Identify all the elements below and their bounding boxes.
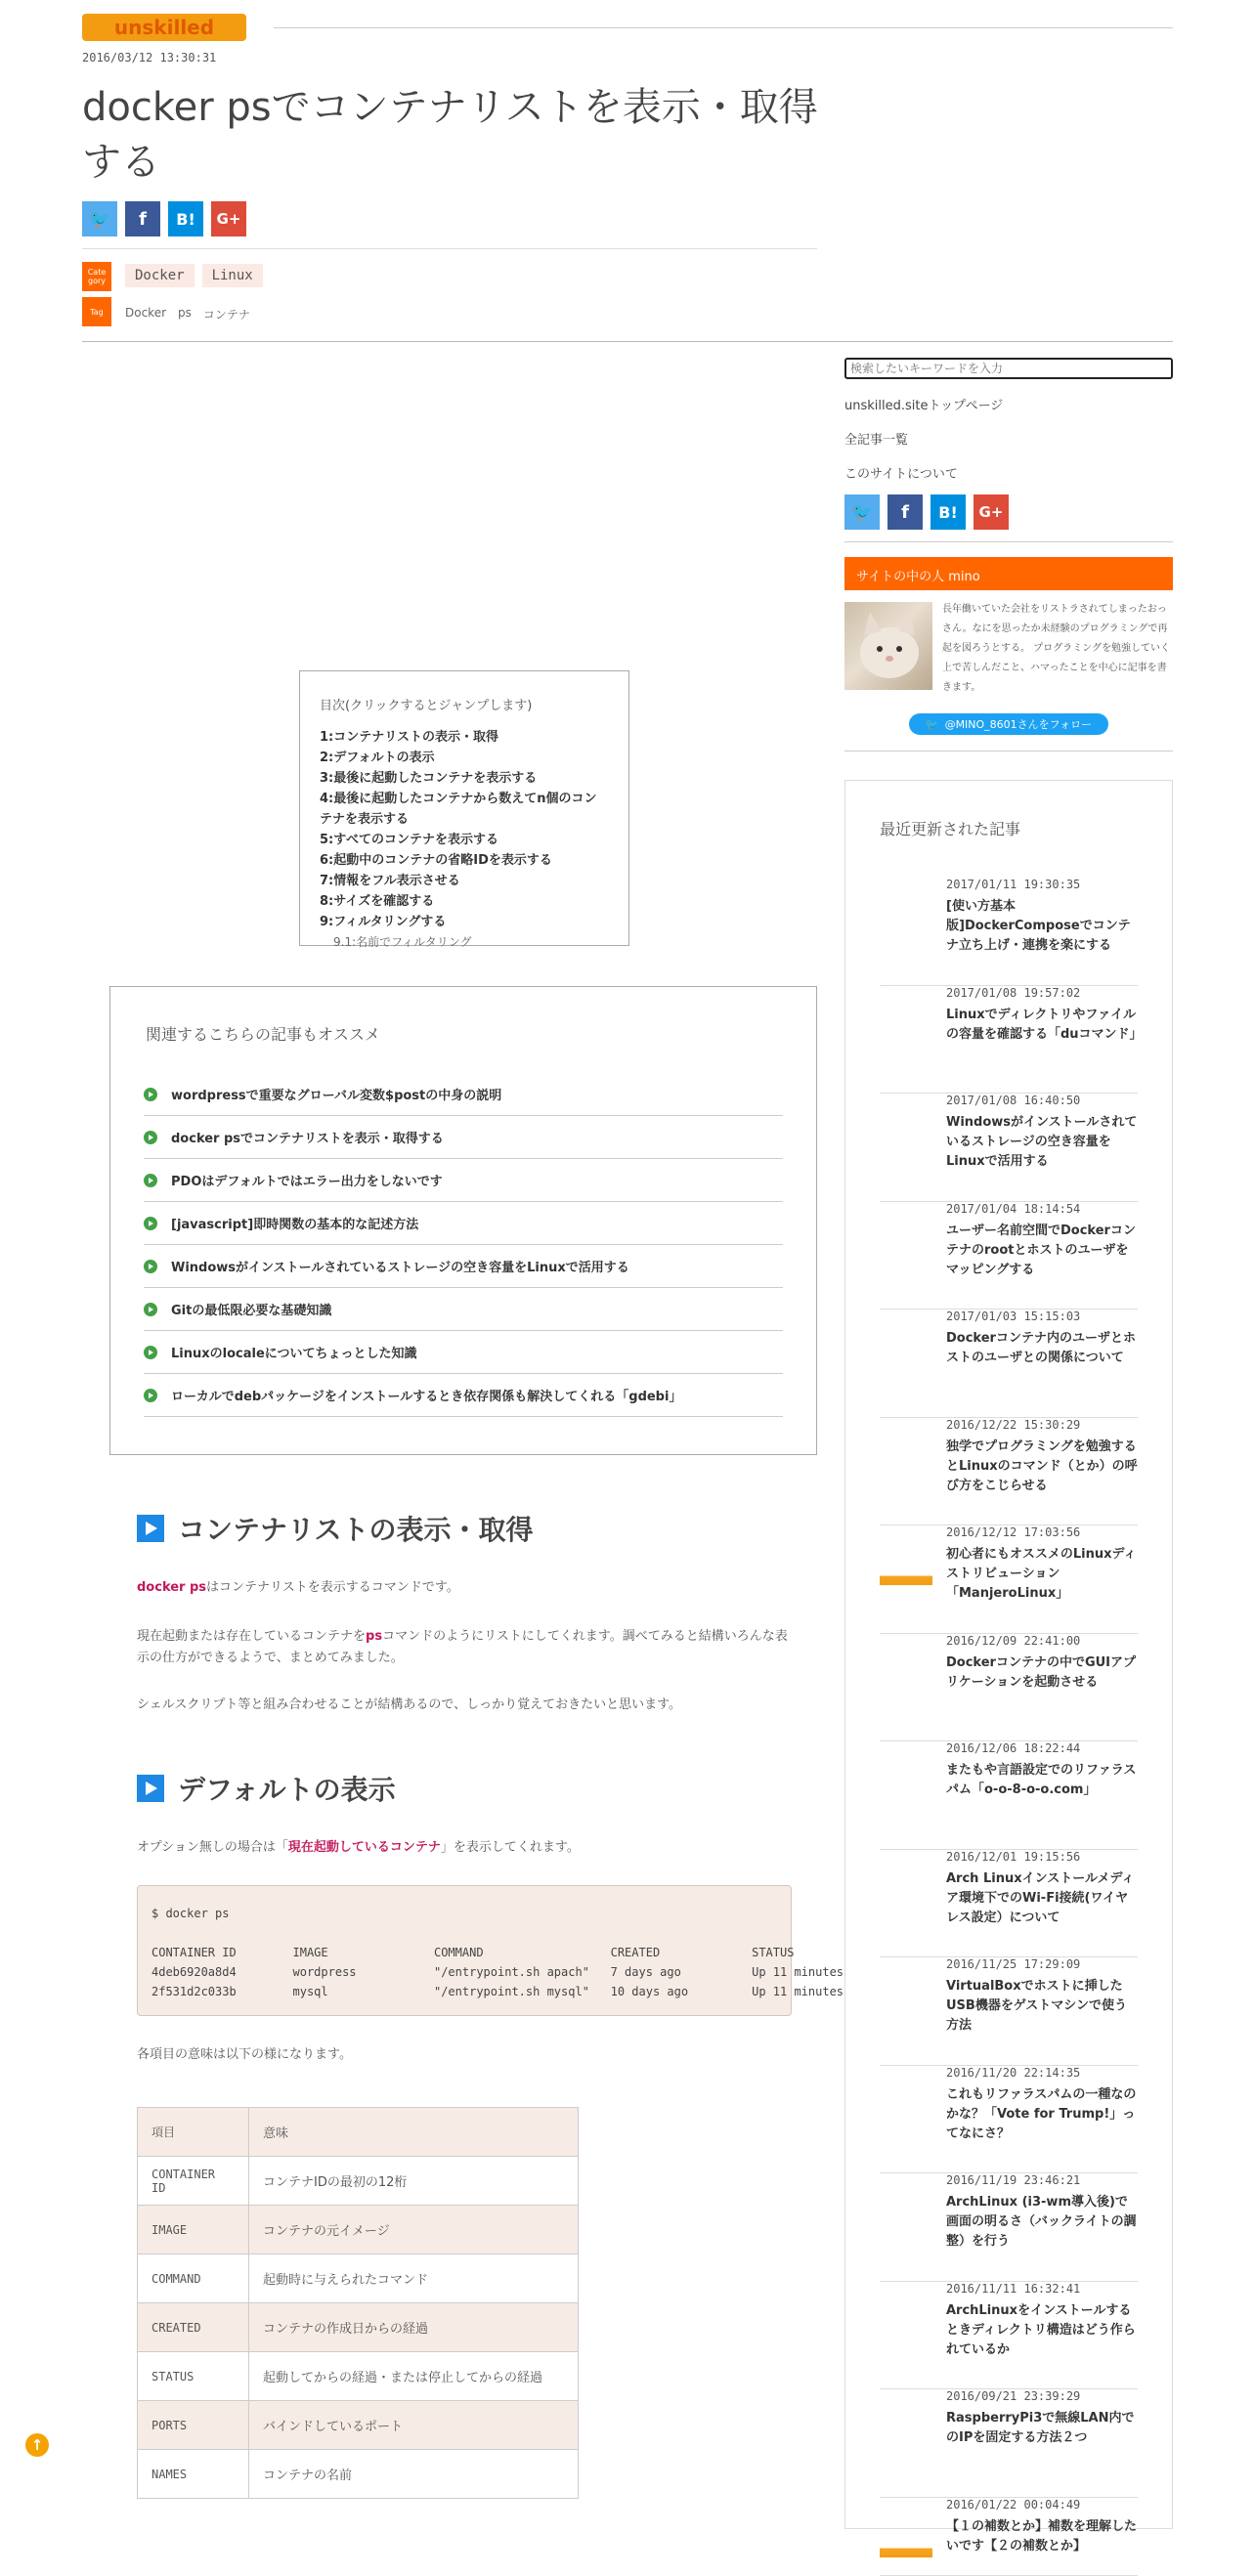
recent-post-item[interactable]	[880, 2498, 1138, 2576]
twitter-bird-icon: 🐦	[925, 717, 939, 731]
recent-post-date: 2016/11/19 23:46:21	[946, 2173, 1081, 2187]
tag-link[interactable]: ps	[178, 306, 192, 320]
related-post-link[interactable]	[144, 1159, 783, 1202]
table-row	[138, 2254, 579, 2303]
play-square-icon	[137, 1515, 164, 1542]
recent-post-item[interactable]	[880, 985, 1143, 1095]
table-row	[138, 2401, 579, 2450]
recent-post-item[interactable]	[880, 2389, 1138, 2498]
table-row	[138, 2450, 579, 2499]
toc-item[interactable]: 5:すべてのコンテナを表示する	[320, 833, 498, 847]
facebook-icon: f	[139, 208, 147, 230]
about-text: 長年働いていた会社をリストラされてしまったおっさん。なにを思ったか未経験のプログラミングで再起を図ろうとする。 プログラミングを勉強していく上で苦しんだこと、ハマったことを中心に記事を書きます。	[942, 604, 1170, 693]
sidebar-link-all-posts[interactable]: 全記事一覧	[844, 433, 909, 448]
recent-post-item[interactable]	[880, 2173, 1138, 2282]
table-row	[138, 2303, 579, 2352]
table-cell: コンテナの名前	[249, 2450, 579, 2499]
recent-post-date: 2016/12/06 18:22:44	[946, 1741, 1081, 1755]
tag-link[interactable]: Docker	[125, 306, 167, 320]
related-post-title: Gitの最低限必要な基礎知識	[171, 1304, 332, 1318]
table-cell: CONTAINER ID	[138, 2157, 249, 2206]
recent-post-title: ArchLinuxをインストールするときディレクトリ構造はどう作られているか	[946, 2302, 1136, 2357]
facebook-icon: f	[901, 501, 909, 523]
toc-item[interactable]: 4:最後に起動したコンテナから数えてn個のコンテナを表示する	[320, 792, 597, 827]
post-date: 2016/03/12 13:30:31	[82, 51, 217, 64]
arrow-bullet-icon	[144, 1131, 157, 1144]
recent-post-date: 2017/01/08 19:57:02	[946, 985, 1081, 1000]
recent-post-date: 2016/12/12 17:03:56	[946, 1525, 1081, 1539]
paragraph-text: 現在起動または存在しているコンテナを	[137, 1629, 367, 1644]
follow-label: @MINO_8601さんをフォロー	[944, 718, 1093, 731]
recent-post-item[interactable]	[880, 1094, 1138, 1202]
recent-post-date: 2016/11/20 22:14:35	[946, 2065, 1081, 2080]
recent-post-date: 2016/12/09 22:41:00	[946, 1633, 1081, 1648]
recent-post-item[interactable]	[880, 1525, 1138, 1634]
recent-post-item[interactable]	[880, 878, 1138, 986]
toc-item[interactable]: 8:サイズを確認する	[320, 894, 435, 909]
google-plus-icon: G+	[216, 210, 241, 228]
table-of-contents	[299, 670, 629, 949]
related-posts-box	[109, 986, 817, 1455]
arrow-bullet-icon	[144, 1217, 157, 1230]
twitter-share-button[interactable]	[844, 494, 880, 530]
recent-post-title: 初心者にもオススメのLinuxディストリビューション「ManjeroLinux」	[946, 1547, 1137, 1601]
recent-post-date: 2016/11/11 16:32:41	[946, 2281, 1081, 2296]
hatena-icon: B!	[938, 502, 958, 522]
recent-post-item[interactable]	[880, 1634, 1138, 1742]
twitter-icon: 🐦	[88, 208, 111, 230]
tag-link[interactable]: コンテナ	[202, 308, 250, 322]
arrow-bullet-icon	[144, 1389, 157, 1402]
recent-post-date: 2017/01/03 15:15:03	[946, 1309, 1081, 1323]
related-post-link[interactable]	[144, 1202, 783, 1245]
hatena-bookmark-button[interactable]	[930, 494, 966, 530]
category-link[interactable]: Docker	[125, 264, 195, 287]
recent-post-item[interactable]	[880, 1202, 1138, 1310]
hatena-icon: B!	[176, 209, 195, 229]
arrow-up-icon: ↑	[30, 2436, 44, 2454]
table-row	[138, 2352, 579, 2401]
toc-item[interactable]: 6:起動中のコンテナの省略IDを表示する	[320, 853, 552, 868]
table-cell: 意味	[249, 2108, 579, 2157]
arrow-bullet-icon	[144, 1088, 157, 1101]
section-heading-text: デフォルトの表示	[178, 1774, 396, 1806]
recent-post-title: Dockerコンテナ内のユーザとホストのユーザとの関係について	[946, 1331, 1136, 1365]
recent-post-date: 2016/11/25 17:29:09	[946, 1957, 1081, 1971]
recent-post-title: またもや言語設定でのリファラスパム「o-o-8-o-o.com」	[946, 1763, 1137, 1797]
recent-post-date: 2016/12/22 15:30:29	[946, 1417, 1081, 1432]
table-cell: STATUS	[138, 2352, 249, 2401]
table-cell: 起動時に与えられたコマンド	[249, 2254, 579, 2303]
cat-face-icon	[844, 602, 932, 690]
title-rule	[82, 248, 817, 249]
table-cell: COMMAND	[138, 2254, 249, 2303]
related-post-title: ローカルでdebパッケージをインストールするとき依存関係も解決してくれる「gdebi」	[171, 1390, 682, 1404]
header-rule	[274, 27, 1173, 28]
recent-post-title: これもリファラスパムの一種なのかな？「Vote for Trump!」ってなにさ？	[946, 2086, 1137, 2141]
recent-post-title: 独学でプログラミングを勉強するとLinuxのコマンド（とか）の呼び方をこじらせる	[946, 1438, 1138, 1493]
section-heading-text: コンテナリストの表示・取得	[178, 1514, 534, 1546]
twitter-icon: 🐦	[850, 501, 874, 523]
emphasis-text: 現在起動しているコンテナ	[287, 1840, 441, 1855]
toc-item[interactable]: 7:情報をフル表示させる	[320, 874, 460, 888]
related-post-link[interactable]	[144, 1073, 783, 1116]
toc-item[interactable]: 3:最後に起動したコンテナを表示する	[320, 771, 538, 786]
recent-post-title: Dockerコンテナの中でGUIアプリケーションを起動させる	[946, 1654, 1137, 1690]
section-heading	[137, 1769, 396, 1808]
toc-subitem[interactable]: 9.1:名前でフィルタリング	[333, 935, 472, 949]
arrow-bullet-icon	[144, 1346, 157, 1359]
post-thumbnail	[880, 2537, 932, 2574]
facebook-share-button[interactable]	[887, 494, 923, 530]
table-cell: コンテナの作成日からの経過	[249, 2303, 579, 2352]
toc-title: 目次(クリックするとジャンプします)	[320, 699, 533, 713]
paragraph-text: はコンテナリストを表示するコマンドです。	[206, 1580, 459, 1595]
paragraph	[137, 1577, 794, 1599]
arrow-bullet-icon	[144, 1303, 157, 1316]
recent-post-date: 2017/01/04 18:14:54	[946, 1201, 1081, 1216]
table-cell: NAMES	[138, 2450, 249, 2499]
recent-post-date: 2016/01/22 00:04:49	[946, 2497, 1081, 2512]
tag-list	[125, 306, 250, 322]
inline-code: docker ps	[137, 1580, 207, 1595]
table-row	[138, 2157, 579, 2206]
related-post-link[interactable]	[144, 1116, 783, 1159]
search-input[interactable]	[844, 358, 1173, 379]
scroll-to-top-button[interactable]	[25, 2433, 49, 2457]
tag-badge: Tag	[82, 297, 111, 326]
toc-item[interactable]: 2:デフォルトの表示	[320, 751, 435, 765]
recent-post-date: 2016/09/21 23:39:29	[946, 2389, 1081, 2403]
recent-post-date: 2017/01/08 16:40:50	[946, 1094, 1081, 1107]
recent-posts-title: 最近更新された記事	[880, 820, 1021, 838]
page-title: docker psでコンテナリストを表示・取得する	[82, 85, 818, 185]
category-list	[125, 264, 263, 287]
table-cell: コンテナの元イメージ	[249, 2206, 579, 2254]
paragraph-text: 」を表示してくれます。	[440, 1840, 580, 1855]
arrow-bullet-icon	[144, 1174, 157, 1187]
paragraph-text: オプション無しの場合は「	[137, 1840, 288, 1855]
sidebar-link-top[interactable]: unskilled.siteトップページ	[844, 399, 1004, 413]
related-post-title: wordpressで重要なグローバル変数$postの中身の説明	[171, 1089, 502, 1103]
recent-post-item[interactable]	[880, 1850, 1138, 1958]
author-avatar	[844, 602, 932, 690]
table-cell: バインドしているポート	[249, 2401, 579, 2450]
related-post-title: Linuxのlocaleについてちょっとした知識	[171, 1347, 417, 1361]
toc-item[interactable]: 1:コンテナリストの表示・取得	[320, 730, 498, 745]
twitter-share-button[interactable]	[82, 201, 117, 236]
google-plus-share-button[interactable]	[211, 201, 246, 236]
play-square-icon	[137, 1775, 164, 1802]
related-posts-title: 関連するこちらの記事もオススメ	[146, 1025, 380, 1044]
related-post-link[interactable]	[144, 1288, 783, 1331]
google-plus-share-button[interactable]	[974, 494, 1009, 530]
related-post-link[interactable]	[144, 1374, 783, 1417]
header-bottom-rule	[82, 341, 1173, 342]
site-logo-text: unskilled	[113, 16, 215, 39]
recent-post-title: ユーザー名前空間でDockerコンテナのrootとホストのユーザをマッピングする	[946, 1223, 1136, 1277]
related-post-link[interactable]	[144, 1245, 783, 1288]
related-post-title: Windowsがインストールされているストレージの空き容量をLinuxで活用する	[171, 1261, 629, 1275]
code-block[interactable]: $ docker ps CONTAINER ID IMAGE COMMAND CREATED STATUS 4deb6920a8d4 wordpress "/entrypoint.sh apach" 7 days ago Up 11 minutes 2f531d2c033b mysql "/entrypoint.sh mysql" 10 days ago Up 11 minutes	[137, 1885, 792, 2016]
recent-post-date: 2016/12/01 19:15:56	[946, 1849, 1081, 1864]
post-thumbnail	[880, 1565, 932, 1602]
recent-post-item[interactable]	[880, 1957, 1138, 2066]
recent-post-date: 2017/01/11 19:30:35	[946, 878, 1081, 891]
table-row	[138, 2108, 579, 2157]
paragraph-text: コマンドのようにリストにしてくれます。調べてみると結構いろんな表示の仕方ができるようで、まとめてみました。	[137, 1629, 788, 1665]
site-logo[interactable]	[82, 12, 246, 43]
related-post-title: docker psでコンテナリストを表示・取得する	[171, 1132, 444, 1146]
recent-post-item[interactable]	[880, 2282, 1138, 2390]
related-post-title: PDOはデフォルトではエラー出力をしないです	[171, 1175, 443, 1189]
paragraph	[137, 1837, 794, 1859]
docker-ps-columns-table	[137, 2107, 579, 2499]
toc-item[interactable]: 9:フィルタリングする	[320, 915, 447, 929]
table-cell: IMAGE	[138, 2206, 249, 2254]
sidebar-link-about[interactable]: このサイトについて	[844, 467, 958, 482]
section-heading	[137, 1509, 533, 1548]
recent-post-title: Windowsがインストールされているストレージの空き容量をLinuxで活用する	[946, 1115, 1138, 1169]
recent-post-item[interactable]	[880, 2066, 1138, 2174]
table-row	[138, 2206, 579, 2254]
category-link[interactable]: Linux	[202, 264, 263, 287]
arrow-bullet-icon	[144, 1260, 157, 1273]
table-cell: PORTS	[138, 2401, 249, 2450]
recent-post-item[interactable]	[880, 1418, 1138, 1526]
sidebar-share-buttons	[844, 494, 1009, 530]
recent-post-title: [使い方基本版]DockerComposeでコンテナ立ち上げ・連携を楽にする	[946, 899, 1131, 953]
recent-post-item[interactable]	[880, 1741, 1138, 1850]
sidebar-rule	[844, 541, 1173, 542]
category-badge: Cate gory	[82, 262, 111, 291]
about-heading: サイトの中の人 mino	[844, 557, 1173, 590]
paragraph: シェルスクリプト等と組み合わせることが結構あるので、しっかり覚えておきたいと思います。	[137, 1697, 682, 1712]
facebook-share-button[interactable]	[125, 201, 160, 236]
table-cell: 項目	[138, 2108, 249, 2157]
google-plus-icon: G+	[978, 503, 1004, 521]
inline-code: ps	[366, 1629, 383, 1644]
related-post-title: [javascript]即時関数の基本的な記述方法	[171, 1218, 419, 1232]
table-cell: コンテナIDの最初の12桁	[249, 2157, 579, 2206]
recent-post-title: 【１の補数とか】補数を理解したいです【２の補数とか】	[946, 2518, 1138, 2554]
paragraph	[137, 1626, 794, 1669]
recent-post-title: Arch Linuxインストールメディア環境下でのWi-Fi接続(ワイヤレス設定）について	[946, 1870, 1135, 1925]
hatena-bookmark-button[interactable]	[168, 201, 203, 236]
twitter-follow-button[interactable]	[909, 713, 1108, 735]
recent-post-title: ArchLinux (i3-wm導入後)で画面の明るさ（バックライトの調整）を行う	[946, 2195, 1137, 2249]
recent-post-item[interactable]	[880, 1309, 1138, 1418]
recent-post-title: RaspberryPi3で無線LAN内でのIPを固定する方法２つ	[946, 2411, 1135, 2445]
recent-post-title: VirtualBoxでホストに挿したUSB機器をゲストマシンで使う方法	[946, 1979, 1127, 2033]
table-cell: 起動してからの経過・または停止してからの経過	[249, 2352, 579, 2401]
share-buttons	[82, 201, 246, 236]
table-cell: CREATED	[138, 2303, 249, 2352]
related-post-link[interactable]	[144, 1331, 783, 1374]
recent-post-title: Linuxでディレクトリやファイルの容量を確認する「duコマンド」	[946, 1007, 1143, 1042]
paragraph: 各項目の意味は以下の様になります。	[137, 2047, 352, 2062]
